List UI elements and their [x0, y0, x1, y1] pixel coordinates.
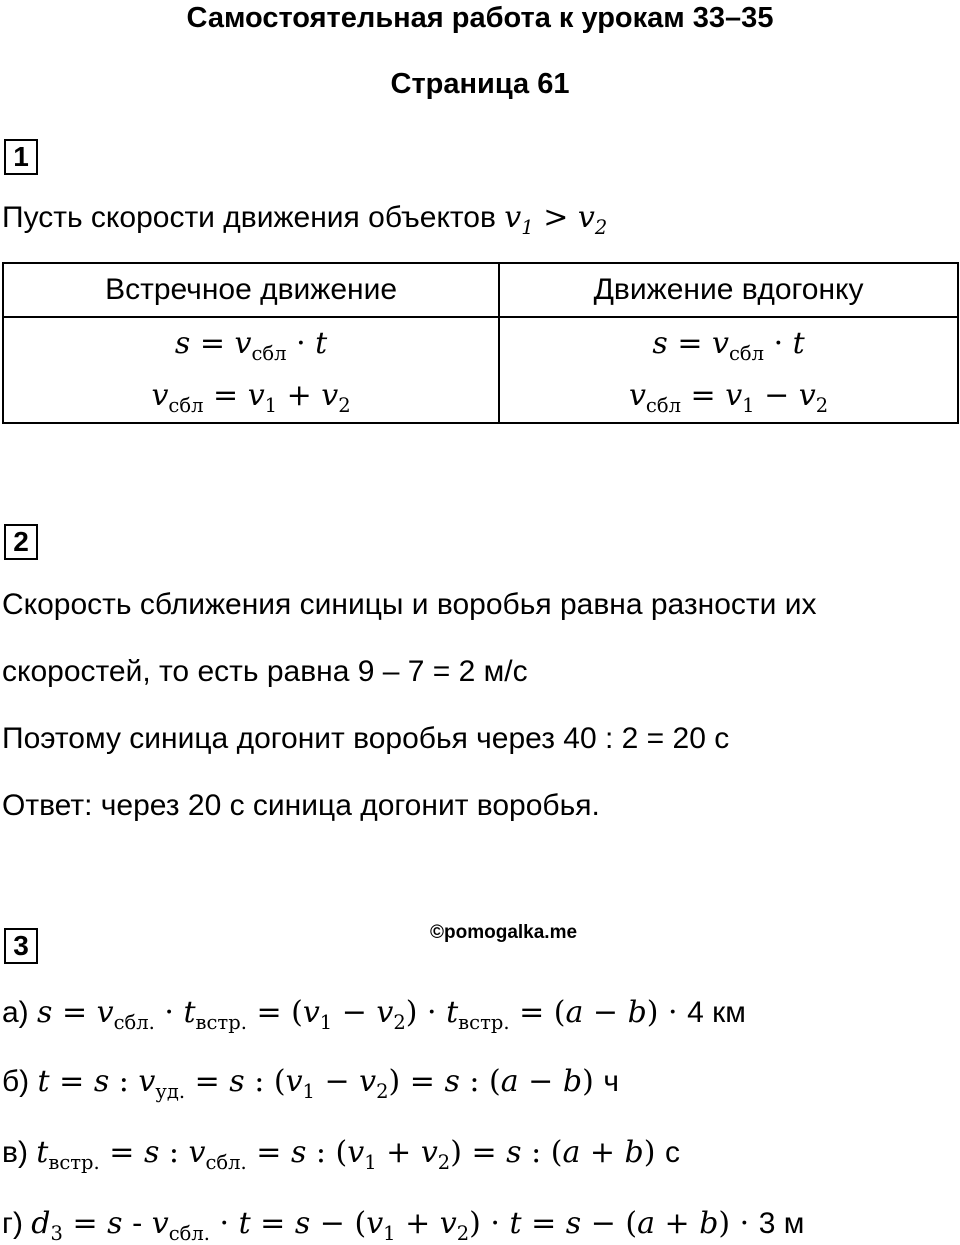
item-unit: с: [665, 1136, 681, 1169]
task3-item-g: г) $d_3 = s - v_{сбл.} \cdot t = s - (v_1 + v_2) \cdot t = s - (a + b) \cdot 3$ м: [2, 1206, 805, 1245]
pursuit-formulas: [499, 317, 958, 423]
formula-closing-speed-sum: $v_{сбл} = v_1 + v_2$: [151, 378, 351, 417]
item-label: б): [2, 1065, 30, 1098]
velocity-inequality: $v_1$: [504, 200, 534, 239]
page-subtitle: Страница 61: [390, 68, 570, 100]
task2-line-3: Поэтому синица догонит воробья через 40 : 2 = 20 с: [2, 722, 730, 755]
formula-distance: $s = v_{сбл} \cdot t$: [652, 326, 805, 365]
task2-line-1: Скорость сближения синицы и воробья равна разности их: [2, 588, 817, 621]
header-head-on-motion: Встречное движение: [3, 263, 499, 317]
formula-closing-speed-difference: $v_{сбл} = v_1 - v_2$: [628, 378, 829, 417]
task2-answer: Ответ: через 20 с синица догонит воробья.: [2, 789, 600, 822]
head-on-formulas: [3, 317, 499, 423]
task1-intro: Пусть скорости движения объектов $v_1 > v_2$: [2, 200, 608, 239]
task-number-3: 3: [4, 928, 38, 964]
item-unit: ч: [603, 1065, 619, 1098]
task1-intro-text: Пусть скорости движения объектов: [2, 201, 496, 234]
task-number-2: 2: [4, 524, 38, 560]
watermark-credit: ©pomogalka.me: [430, 922, 578, 943]
header-pursuit-motion: Движение вдогонку: [499, 263, 958, 317]
item-unit: 4 км: [687, 996, 746, 1029]
item-unit: 3 м: [758, 1207, 805, 1240]
formula-distance: $s = v_{сбл} \cdot t$: [174, 326, 328, 365]
item-label: г): [2, 1207, 23, 1240]
item-label: а): [2, 996, 29, 1029]
task3-item-v: в) $t_{встр.} = s$ : $v_{сбл.} = s$ : $(v_1 + v_2) = s$ : (a + b) с: [2, 1135, 681, 1174]
item-label: в): [2, 1136, 28, 1169]
task2-line-2: скоростей, то есть равна 9 – 7 = 2 м/с: [2, 655, 528, 688]
motion-formulas-table: [2, 262, 959, 424]
task3-item-b: б) t = s : $v_{уд.} = s$ : $(v_1 - v_2) = s$ : (a − b) ч: [2, 1064, 619, 1103]
task3-item-a: а) $s = v_{сбл.} \cdot t_{встр.} = (v_1 - v_2) \cdot t_{встр.} = (a - b) \cdot 4$ км: [2, 995, 746, 1034]
page-title: Самостоятельная работа к урокам 33–35: [186, 2, 774, 34]
task-number-1: 1: [4, 139, 38, 175]
